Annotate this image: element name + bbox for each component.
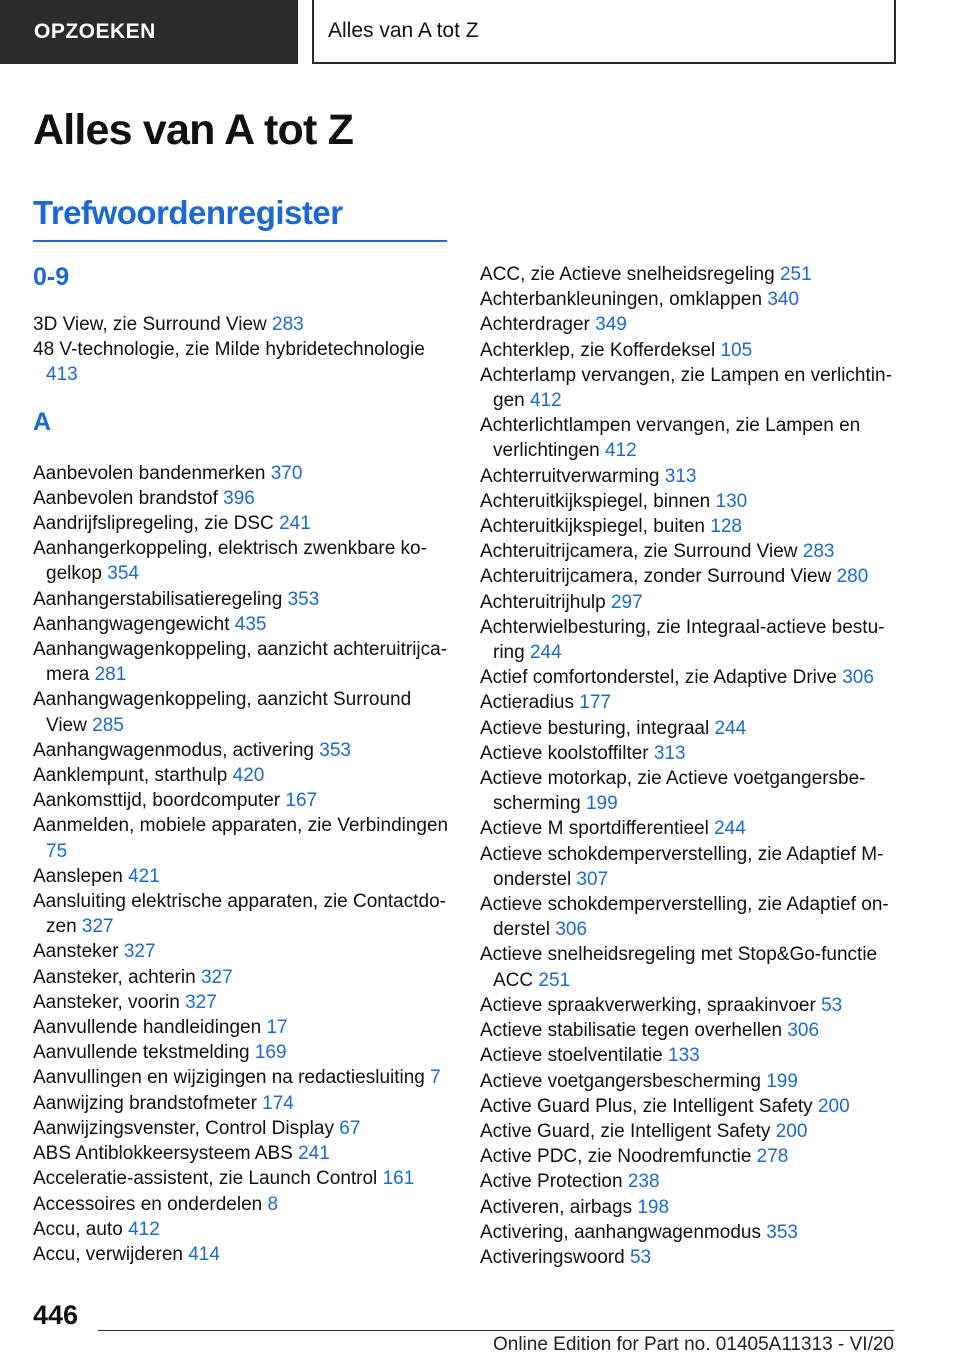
page-reference-link[interactable]: 327	[81, 916, 114, 938]
page-reference-link[interactable]: 198	[637, 1196, 670, 1218]
page-reference-link[interactable]: 169	[254, 1042, 287, 1064]
index-entry	[33, 763, 453, 788]
index-entry	[480, 1169, 900, 1194]
index-entry-text: Aansluiting elektrische apparaten, zie Contactdozen	[33, 891, 446, 938]
index-entry-text: Aanvullende handleidingen	[33, 1017, 262, 1039]
index-entry	[33, 738, 453, 763]
index-entry-text: Aanhangwagenkoppeling, aanzicht achteruitrijcamera	[33, 639, 448, 686]
index-entry-text: Accessoires en onderdelen	[33, 1193, 263, 1215]
page-reference-link[interactable]: 353	[287, 588, 320, 610]
index-entry	[480, 1094, 900, 1119]
section-tab[interactable]	[0, 0, 298, 64]
page-reference-link[interactable]: 199	[766, 1070, 798, 1092]
index-entry-text: Aanklempunt, starthulp	[33, 765, 228, 787]
index-entry-text: Achteruitkijkspiegel, buiten	[480, 516, 705, 538]
footer-divider	[98, 1330, 894, 1331]
index-entry-text: Active Guard Plus, zie Intelligent Safety	[480, 1095, 813, 1117]
index-entry-text: Actieve M sportdifferentieel	[480, 818, 709, 840]
index-entry	[33, 1242, 453, 1267]
page-reference-link[interactable]: 327	[123, 941, 156, 963]
index-entry	[480, 1220, 900, 1245]
chapter-tab-label: Alles van A tot Z	[328, 19, 479, 42]
index-entry	[480, 312, 900, 337]
index-entry-text: Actieve schokdemperverstelling, zie Adaptief onderstel	[480, 894, 889, 941]
page-reference-link[interactable]: 105	[720, 339, 753, 361]
index-entry	[480, 741, 900, 766]
page-reference-link[interactable]: 283	[802, 541, 835, 563]
index-entry-text: Achterlamp vervangen, zie Lampen en verlichtingen	[480, 364, 892, 412]
index-entry-text: Aansteker, achterin	[33, 966, 196, 988]
index-entry	[33, 486, 453, 511]
page-reference-link[interactable]: 414	[188, 1243, 220, 1265]
index-entry-text: Aanvullingen en wijzigingen na redactiesluiting	[33, 1067, 425, 1089]
index-entry-text: Aansteker	[33, 941, 119, 963]
page-reference-link[interactable]: 412	[128, 1218, 160, 1240]
index-entry-text: Achteruitkijkspiegel, binnen	[480, 490, 711, 512]
index-entry	[480, 262, 900, 287]
index-entry	[480, 464, 900, 489]
index-entry	[33, 687, 453, 737]
index-entry	[33, 1217, 453, 1242]
index-entry-text: Achteruitrijcamera, zie Surround View	[480, 541, 798, 563]
page-reference-link[interactable]: 313	[664, 465, 697, 487]
index-entry	[480, 287, 900, 312]
index-entry-text: Actieve besturing, integraal	[480, 717, 710, 739]
index-entry-text: Actieve motorkap, zie Actieve voetgangersbescherming	[480, 768, 866, 815]
index-entry-text: Achterdrager	[480, 314, 590, 336]
index-entry	[33, 1116, 453, 1141]
index-entry	[33, 587, 453, 612]
page-reference-link[interactable]: 340	[767, 289, 800, 311]
section-divider	[33, 240, 447, 242]
index-entry-text: Aanmelden, mobiele apparaten, zie Verbindingen	[33, 815, 449, 837]
section-tab-label: OPZOEKEN	[34, 20, 156, 43]
index-entry	[480, 690, 900, 715]
chapter-tab[interactable]	[312, 0, 896, 64]
index-entry-text: Achteruitrijhulp	[480, 591, 606, 613]
page-reference-link[interactable]: 412	[604, 440, 637, 462]
index-entry-text: Aanslepen	[33, 865, 123, 887]
page-reference-link[interactable]: 244	[714, 818, 746, 840]
page-reference-link[interactable]: 306	[555, 919, 588, 941]
page-reference-link[interactable]: 327	[185, 991, 217, 1013]
index-entry	[480, 1119, 900, 1144]
page-reference-link[interactable]: 133	[668, 1045, 700, 1067]
index-entry	[33, 536, 453, 586]
page-reference-link[interactable]: 17	[266, 1017, 288, 1039]
index-entry-text: Actief comfortonderstel, zie Adaptive Drive	[480, 667, 837, 689]
index-entry-text: 48 V-technologie, zie Milde hybridetechnologie	[33, 339, 425, 361]
index-entry-text: Acceleratie-assistent, zie Launch Control	[33, 1168, 378, 1190]
page-reference-link[interactable]: 53	[821, 994, 843, 1016]
index-entry	[480, 842, 900, 892]
index-entry-text: Active PDC, zie Noodremfunctie	[480, 1146, 752, 1168]
index-entry	[480, 413, 900, 463]
page-reference-link[interactable]: 241	[298, 1143, 330, 1165]
index-entry-text: Activeringswoord	[480, 1246, 625, 1268]
page-reference-link[interactable]: 278	[756, 1146, 789, 1168]
page-reference-link[interactable]: 370	[270, 462, 303, 484]
index-entry-text: Activeren, airbags	[480, 1196, 633, 1218]
index-entry-text: Actieve stabilisatie tegen overhellen	[480, 1020, 783, 1042]
page-reference-link[interactable]: 53	[629, 1246, 652, 1268]
index-entry-text: Aansteker, voorin	[33, 991, 180, 1013]
index-entry	[33, 1166, 453, 1191]
page-reference-link[interactable]: 67	[339, 1117, 361, 1139]
page-reference-link[interactable]: 354	[107, 563, 139, 585]
index-entry	[480, 489, 900, 514]
page-reference-link[interactable]: 251	[779, 264, 812, 285]
page-reference-link[interactable]: 199	[585, 793, 618, 815]
page-title: Alles van A tot Z	[33, 106, 354, 154]
page-reference-link[interactable]: 200	[817, 1095, 850, 1117]
index-entry-text: Actieve voetgangersbescherming	[480, 1070, 761, 1092]
index-entry-text: Aanwijzing brandstofmeter	[33, 1092, 257, 1114]
index-letter-heading: 0-9	[33, 263, 70, 291]
index-entry	[33, 1192, 453, 1217]
index-entry-text: Aanvullende tekstmelding	[33, 1042, 250, 1064]
page-reference-link[interactable]: 313	[653, 742, 686, 764]
index-entry	[480, 1245, 900, 1270]
index-entry	[33, 337, 453, 387]
index-entry	[480, 1195, 900, 1220]
page-reference-link[interactable]: 283	[272, 314, 304, 335]
index-entry-text: Achterbankleuningen, omklappen	[480, 289, 763, 311]
page-reference-link[interactable]: 349	[595, 314, 627, 336]
page-reference-link[interactable]: 174	[262, 1092, 294, 1114]
page-reference-link[interactable]: 200	[775, 1120, 808, 1142]
index-entry-text: ACC, zie Actieve snelheidsregeling	[480, 264, 775, 285]
page-reference-link[interactable]: 306	[842, 667, 874, 689]
index-entry-text: Activering, aanhangwagenmodus	[480, 1221, 761, 1243]
index-entry	[480, 590, 900, 615]
index-entry	[480, 892, 900, 942]
index-entry	[480, 993, 900, 1018]
index-entry-text: Aanwijzingsvenster, Control Display	[33, 1117, 334, 1139]
index-entry	[33, 965, 453, 990]
page-reference-link[interactable]: 420	[232, 765, 265, 787]
index-entry-text: Actieve spraakverwerking, spraakinvoer	[480, 994, 816, 1016]
index-entry	[480, 1069, 900, 1094]
index-entry	[480, 1144, 900, 1169]
index-entry-text: Aanbevolen bandenmerken	[33, 462, 266, 484]
page-reference-link[interactable]: 327	[200, 966, 233, 988]
page-reference-link[interactable]: 130	[715, 490, 748, 512]
index-entry	[33, 990, 453, 1015]
index-entry	[480, 1018, 900, 1043]
index-entry	[480, 665, 900, 690]
index-entry-text: Aankomsttijd, boordcomputer	[33, 790, 281, 812]
index-entry-text: Actieve koolstoffilter	[480, 742, 649, 764]
page-reference-link[interactable]: 307	[576, 868, 609, 890]
index-entry	[33, 1040, 453, 1065]
page-reference-link[interactable]: 353	[766, 1221, 798, 1243]
page-reference-link[interactable]: 244	[714, 717, 747, 739]
index-entry	[480, 338, 900, 363]
page-reference-link[interactable]: 128	[710, 516, 742, 538]
index-entry-text: Achterklep, zie Kofferdeksel	[480, 339, 716, 361]
page-reference-link[interactable]: 396	[223, 487, 255, 509]
index-entry	[33, 637, 453, 687]
index-entry-text: ABS Antiblokkeersysteem ABS	[33, 1143, 293, 1165]
index-entry-text: Accu, verwijderen	[33, 1243, 183, 1265]
index-entry-text: Active Guard, zie Intelligent Safety	[480, 1120, 771, 1142]
index-letter-heading: A	[33, 407, 52, 436]
index-entry	[480, 514, 900, 539]
page-reference-link[interactable]: 285	[92, 714, 124, 736]
index-entry-text: Achterlichtlampen vervangen, zie Lampen en verlichtingen	[480, 415, 861, 462]
page-reference-link[interactable]: 306	[787, 1020, 820, 1042]
index-entry-text: Aanhangwagenmodus, activering	[33, 739, 314, 761]
page-reference-link[interactable]: 241	[279, 513, 311, 535]
page-reference-link[interactable]: 435	[234, 613, 267, 635]
page-reference-link[interactable]: 280	[836, 566, 869, 588]
index-entry-text: Aanhangerstabilisatieregeling	[33, 588, 283, 610]
index-entry	[480, 942, 900, 992]
index-entry	[33, 1141, 453, 1166]
index-entry	[33, 889, 453, 939]
index-entry-text: Actieradius	[480, 692, 574, 714]
index-column-right	[480, 262, 900, 1270]
index-entry	[480, 1043, 900, 1068]
index-entry	[33, 461, 453, 486]
index-entry	[33, 864, 453, 889]
index-entry-text: Aanbevolen brandstof	[33, 487, 218, 509]
index-entry-text: Actieve snelheidsregeling met Stop&Go-functie ACC	[480, 944, 878, 991]
index-entry	[33, 788, 453, 813]
index-entry	[33, 939, 453, 964]
index-entry	[33, 312, 453, 337]
page-reference-link[interactable]: 167	[285, 790, 318, 812]
index-entry	[480, 564, 900, 589]
page-reference-link[interactable]: 244	[529, 642, 562, 664]
page-reference-link[interactable]: 7	[430, 1067, 441, 1089]
page-reference-link[interactable]: 8	[267, 1193, 279, 1215]
page-reference-link[interactable]: 421	[128, 865, 160, 887]
index-entry	[480, 766, 900, 816]
index-entry	[480, 363, 900, 413]
page-reference-link[interactable]: 251	[538, 969, 571, 991]
index-entry-text: Aanhangerkoppeling, elektrisch zwenkbare kogelkop	[33, 538, 427, 585]
index-entry	[33, 1065, 453, 1090]
index-entry	[480, 716, 900, 741]
index-entry-text: Actieve schokdemperverstelling, zie Adaptief M-onderstel	[480, 843, 884, 890]
page-reference-link[interactable]: 177	[579, 692, 611, 714]
index-entry	[33, 1015, 453, 1040]
page-reference-link[interactable]: 353	[319, 739, 351, 761]
index-entry-text: Achterruitverwarming	[480, 465, 660, 487]
index-entry	[33, 1091, 453, 1116]
index-entry	[33, 511, 453, 536]
index-entry	[480, 539, 900, 564]
page-number: 446	[33, 1300, 79, 1330]
page-reference-link[interactable]: 413	[46, 364, 78, 386]
page-reference-link[interactable]: 297	[610, 591, 643, 613]
index-entry	[480, 816, 900, 841]
page-reference-link[interactable]: 281	[94, 664, 127, 686]
index-entry-text: Aanhangwagenkoppeling, aanzicht Surround View	[33, 689, 412, 736]
section-title: Trefwoordenregister	[33, 194, 343, 231]
index-column-left	[33, 262, 453, 1267]
page-reference-link[interactable]: 412	[529, 390, 562, 412]
index-entry	[33, 612, 453, 637]
index-entry-text: Accu, auto	[33, 1218, 123, 1240]
index-entry-text: Aandrijfslipregeling, zie DSC	[33, 513, 274, 535]
index-entry	[33, 813, 453, 863]
edition-text: Online Edition for Part no. 01405A11313 - VI/20	[492, 1334, 894, 1355]
index-entry	[480, 615, 900, 665]
index-entry-text: Achterwielbesturing, zie Integraal-actieve besturing	[480, 616, 885, 664]
page-reference-link[interactable]: 75	[46, 840, 68, 862]
index-entry-text: Active Protection	[480, 1171, 623, 1193]
page-reference-link[interactable]: 161	[382, 1168, 415, 1190]
index-entry-text: Achteruitrijcamera, zonder Surround View	[480, 566, 832, 588]
index-entry-text: Aanhangwagengewicht	[33, 613, 230, 635]
index-entry-text: Actieve stoelventilatie	[480, 1045, 663, 1067]
index-entry-text: 3D View, zie Surround View	[33, 314, 267, 335]
page-reference-link[interactable]: 238	[627, 1171, 660, 1193]
